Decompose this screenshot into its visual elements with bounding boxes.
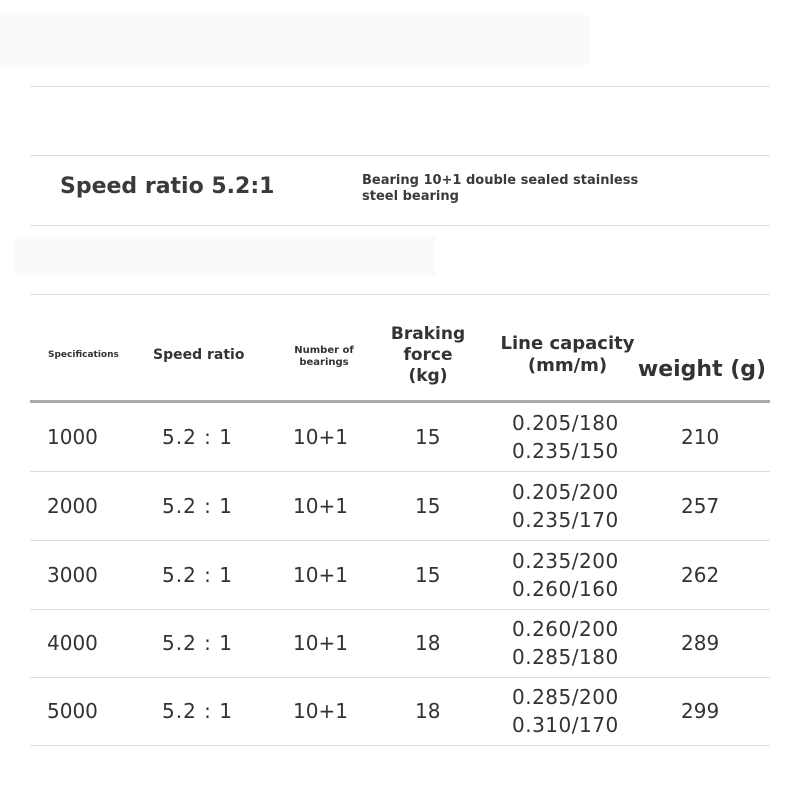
cell-weight: 257 bbox=[681, 494, 720, 518]
cell-line-capacity bbox=[512, 478, 619, 534]
cell-spec: 2000 bbox=[47, 494, 98, 518]
table-row bbox=[30, 677, 770, 746]
line-capacity-value: 0.205/200 bbox=[512, 480, 619, 504]
cell-line-capacity bbox=[512, 547, 619, 603]
cell-weight: 299 bbox=[681, 699, 720, 723]
divider bbox=[30, 225, 770, 226]
cell-line-capacity bbox=[512, 615, 619, 671]
cell-spec: 5000 bbox=[47, 699, 98, 723]
cell-bearings: 10+1 bbox=[293, 563, 348, 587]
summary-speed-ratio: Speed ratio 5.2:1 bbox=[60, 174, 275, 199]
cell-spec: 1000 bbox=[47, 425, 98, 449]
cell-braking-force: 18 bbox=[415, 699, 441, 723]
cell-line-capacity bbox=[512, 683, 619, 739]
cell-braking-force: 18 bbox=[415, 631, 441, 655]
header-speed-ratio: Speed ratio bbox=[153, 347, 245, 363]
cell-speed-ratio: 5.2 : 1 bbox=[162, 563, 233, 587]
cell-speed-ratio: 5.2 : 1 bbox=[162, 494, 233, 518]
cell-weight: 262 bbox=[681, 563, 720, 587]
header-weight: weight (g) bbox=[637, 357, 767, 382]
line-capacity-value: 0.285/180 bbox=[512, 645, 619, 669]
header-line-capacity: Line capacity (mm/m) bbox=[500, 333, 635, 376]
faint-band-top bbox=[0, 15, 590, 65]
header-number-of-bearings: Number of bearings bbox=[294, 345, 354, 368]
line-capacity-value: 0.235/170 bbox=[512, 508, 619, 532]
cell-speed-ratio: 5.2 : 1 bbox=[162, 699, 233, 723]
cell-braking-force: 15 bbox=[415, 425, 441, 449]
divider bbox=[30, 86, 770, 87]
cell-braking-force: 15 bbox=[415, 494, 441, 518]
cell-weight: 210 bbox=[681, 425, 720, 449]
cell-bearings: 10+1 bbox=[293, 631, 348, 655]
table-row bbox=[30, 403, 770, 472]
cell-bearings: 10+1 bbox=[293, 699, 348, 723]
table-row bbox=[30, 472, 770, 541]
line-capacity-value: 0.205/180 bbox=[512, 411, 619, 435]
cell-bearings: 10+1 bbox=[293, 494, 348, 518]
cell-spec: 3000 bbox=[47, 563, 98, 587]
cell-weight: 289 bbox=[681, 631, 720, 655]
cell-speed-ratio: 5.2 : 1 bbox=[162, 425, 233, 449]
cell-spec: 4000 bbox=[47, 631, 98, 655]
line-capacity-value: 0.235/150 bbox=[512, 439, 619, 463]
header-specifications: Specifications bbox=[48, 350, 119, 360]
faint-band-middle bbox=[15, 236, 435, 276]
line-capacity-value: 0.260/160 bbox=[512, 577, 619, 601]
table-row bbox=[30, 541, 770, 610]
table-row bbox=[30, 609, 770, 678]
line-capacity-value: 0.310/170 bbox=[512, 713, 619, 737]
summary-bearing: Bearing 10+1 double sealed stainless steel bearing bbox=[362, 173, 639, 204]
line-capacity-value: 0.235/200 bbox=[512, 549, 619, 573]
header-braking-force: Braking force (kg) bbox=[390, 324, 466, 386]
line-capacity-value: 0.260/200 bbox=[512, 617, 619, 641]
cell-braking-force: 15 bbox=[415, 563, 441, 587]
divider bbox=[30, 155, 770, 156]
cell-speed-ratio: 5.2 : 1 bbox=[162, 631, 233, 655]
line-capacity-value: 0.285/200 bbox=[512, 685, 619, 709]
cell-bearings: 10+1 bbox=[293, 425, 348, 449]
divider bbox=[30, 294, 770, 295]
cell-line-capacity bbox=[512, 409, 619, 465]
